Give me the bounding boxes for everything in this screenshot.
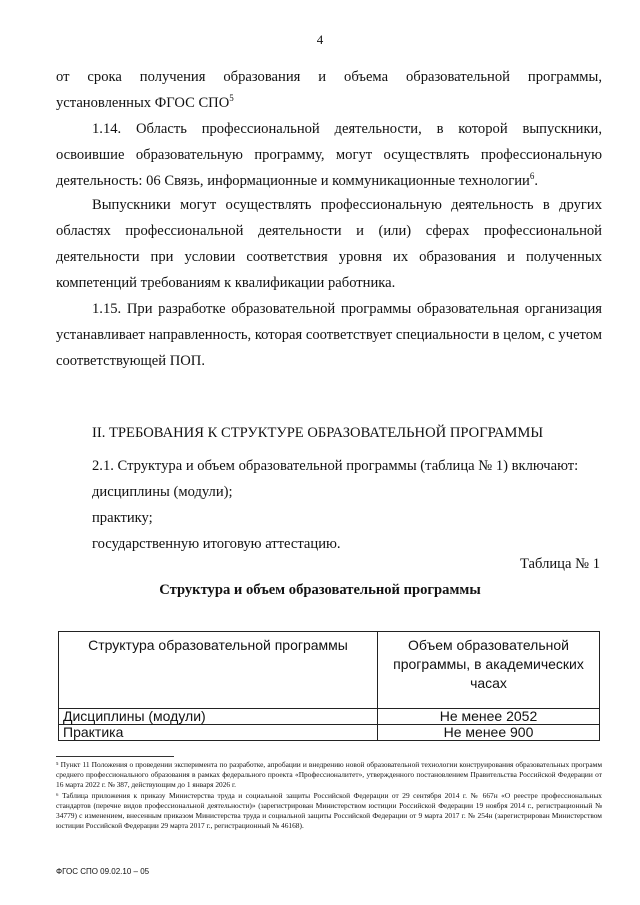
paragraph-1-14: 1.14. Область профессиональной деятельности, в которой выпускники, освоившие образовательную программу, могут осуществлять профессиональную деятельность: 06 Связь, информационные и коммуникационные технологии$^6$.: [56, 121, 602, 189]
page-number: 4: [316, 32, 324, 47]
structure-table: [58, 631, 600, 741]
table-row: [59, 709, 600, 725]
footnotes: [56, 760, 602, 831]
list-item-practice: практику;: [92, 510, 153, 526]
section-heading: II. ТРЕБОВАНИЯ К СТРУКТУРЕ ОБРАЗОВАТЕЛЬНОЙ ПРОГРАММЫ: [92, 425, 544, 441]
table-cell-name: Практика: [59, 725, 378, 741]
list-item-disciplines: дисциплины (модули);: [92, 484, 233, 500]
section-intro: 2.1. Структура и объем образовательной программы (таблица № 1) включают:: [92, 458, 579, 474]
footnote-6: ⁶ Таблица приложения к приказу Министерства труда и социальной защиты Российской Федерации от 29 сентября 2014 г. № 667н «О реестре профессиональных стандартов (перечне видов профессиональной деятельности)» (зарегистрирован Министерством юстиции Российской Федерации 19 ноября 2014 г., регистрационный № 34779) с изменением, внесенным приказом Министерства труда и социальной защиты Российской Федерации от 9 марта 2017 г. № 254н (зарегистрирован Министерством юстиции Российской Федерации 29 марта 2017 г., регистрационный № 46168).: [56, 790, 602, 831]
table-title: Структура и объем образовательной программы: [159, 582, 481, 598]
table-caption: Таблица № 1: [520, 556, 600, 572]
footnote-ref-6[interactable]: 6: [529, 171, 535, 182]
table-header-volume: Объем образовательной программы, в академических часах: [378, 632, 600, 709]
table-cell-value: Не менее 2052: [378, 709, 600, 725]
footnote-5: ⁵ Пункт 11 Положения о проведении эксперимента по разработке, апробации и внедрению новой образовательной технологии конструирования образовательных программ среднего профессионального образования в рамках федерального проекта «Профессионалитет», утвержденного постановлением Правительства Российской Федерации от 16 марта 2022 г. № 387, действующим до 1 января 2026 г.: [56, 760, 602, 790]
footnote-divider: [56, 756, 174, 757]
paragraph-1-line-1: от срока получения образования и объема образовательной программы,: [56, 69, 602, 85]
footnote-ref-5[interactable]: 5: [229, 93, 234, 104]
table-row: [59, 725, 600, 741]
paragraph-graduates: Выпускники могут осуществлять профессиональную деятельность в других областях профессиональной деятельности и (или) сферах профессиональной деятельности при условии соответствия уровня их образования и полученных компетенций требованиям к квалификации работника.: [56, 197, 602, 291]
table-cell-value: Не менее 900: [378, 725, 600, 741]
list-item-attestation: государственную итоговую аттестацию.: [92, 536, 341, 552]
table-header-structure: Структура образовательной программы: [59, 632, 378, 709]
paragraph-1-15: 1.15. При разработке образовательной программы образовательная организация устанавливает направленность, которая соответствует специальности в целом, с учетом соответствующей ПОП.: [56, 301, 602, 369]
table-cell-name: Дисциплины (модули): [59, 709, 378, 725]
paragraph-1-text: установленных ФГОС СПО: [56, 95, 230, 111]
paragraph-1-line-2: [56, 90, 602, 116]
table-header-row: [59, 632, 600, 709]
document-code: ФГОС СПО 09.02.10 – 05: [56, 867, 150, 876]
paragraph-1-14-text: 1.14. Область профессиональной деятельности, в которой выпускники, освоившие образовательную программу, могут осуществлять профессиональную деятельность: 06 Связь, информационные и коммуникационные технологии: [56, 121, 602, 189]
